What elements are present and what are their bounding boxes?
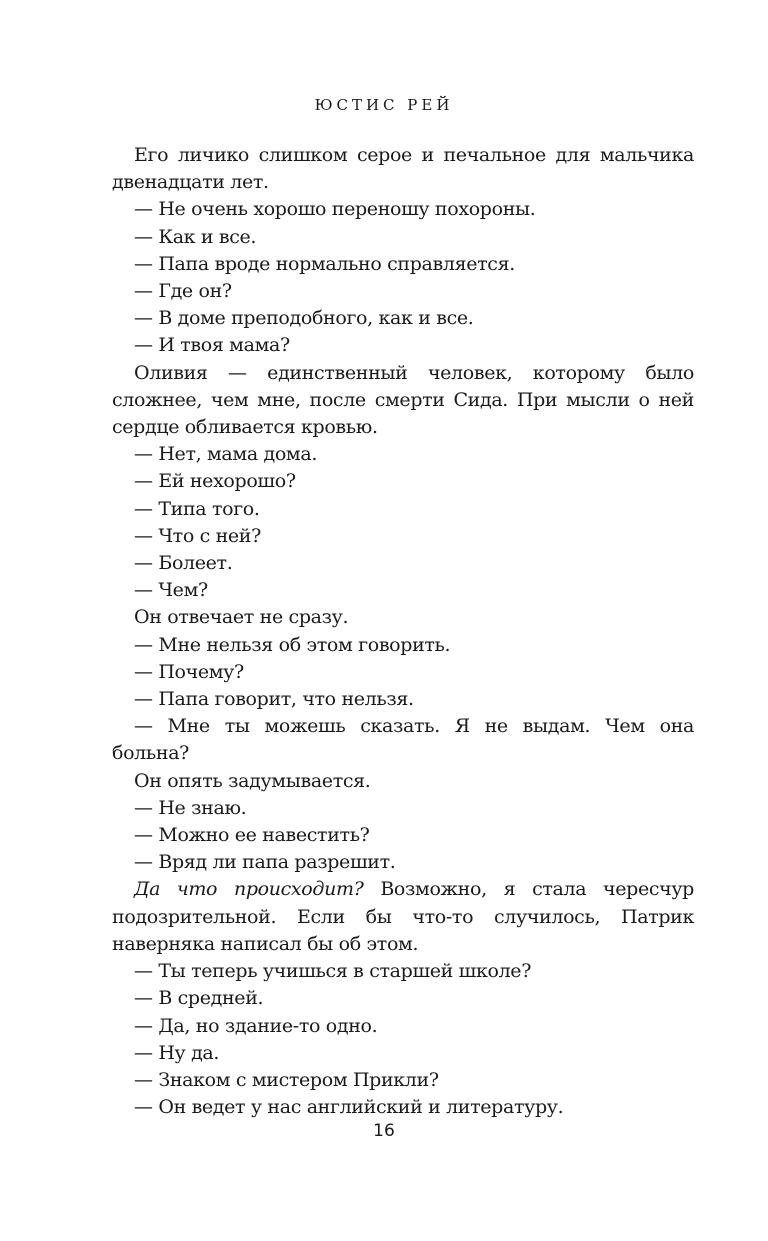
paragraph: — Не очень хорошо переношу похороны.: [134, 198, 536, 221]
paragraph: Его личико слишком серое и печальное для мальчика двенадцати лет.: [112, 144, 694, 194]
running-head: ЮСТИС РЕЙ: [314, 96, 454, 114]
paragraph: Он отвечает не сразу.: [134, 606, 349, 629]
paragraph: — Знаком с мистером Прикли?: [134, 1068, 439, 1091]
page-number: 16: [373, 1121, 395, 1141]
paragraph: — Почему?: [134, 660, 244, 683]
paragraph: — И твоя мама?: [134, 334, 290, 357]
paragraph: — Болеет.: [134, 552, 233, 575]
paragraph: — Ей нехорошо?: [134, 470, 296, 493]
paragraph: — Как и все.: [134, 225, 257, 248]
paragraph: Он опять задумывается.: [134, 769, 371, 792]
paragraph: — Где он?: [134, 280, 232, 303]
paragraph: — В средней.: [134, 987, 264, 1010]
paragraph: — Нет, мама дома.: [134, 443, 318, 466]
paragraph: — Чем?: [134, 579, 208, 602]
paragraph: — Мне ты можешь сказать. Я не выдам. Чем она больна?: [112, 715, 694, 765]
paragraph: — Папа говорит, что нельзя.: [134, 688, 414, 711]
paragraph-rest: Возможно, я стала чересчур подозрительной. Если бы что-то случилось, Патрик наверняка написал бы об этом.: [112, 878, 694, 955]
body-text: [112, 142, 694, 1121]
paragraph: — Папа вроде нормально справляется.: [134, 252, 515, 275]
paragraph: — Ну да.: [134, 1041, 220, 1064]
paragraph: Оливия — единственный человек, которому было сложнее, чем мне, после смерти Сида. При мысли о ней сердце обливается кровью.: [112, 361, 694, 439]
paragraph: — Что с ней?: [134, 524, 261, 547]
paragraph: [112, 876, 694, 958]
paragraph: — Ты теперь учишься в старшей школе?: [134, 960, 532, 983]
paragraph: — Не знаю.: [134, 796, 247, 819]
paragraph: — Можно ее навестить?: [134, 824, 370, 847]
paragraph: — Мне нельзя об этом говорить.: [134, 633, 451, 656]
italic-phrase: Да что происходит?: [134, 878, 364, 901]
paragraph: — В доме преподобного, как и все.: [134, 307, 474, 330]
paragraph: — Вряд ли папа разрешит.: [134, 851, 396, 874]
paragraph: — Да, но здание-то одно.: [134, 1014, 378, 1037]
paragraph: — Он ведет у нас английский и литературу.: [134, 1096, 564, 1119]
paragraph: — Типа того.: [134, 497, 260, 520]
